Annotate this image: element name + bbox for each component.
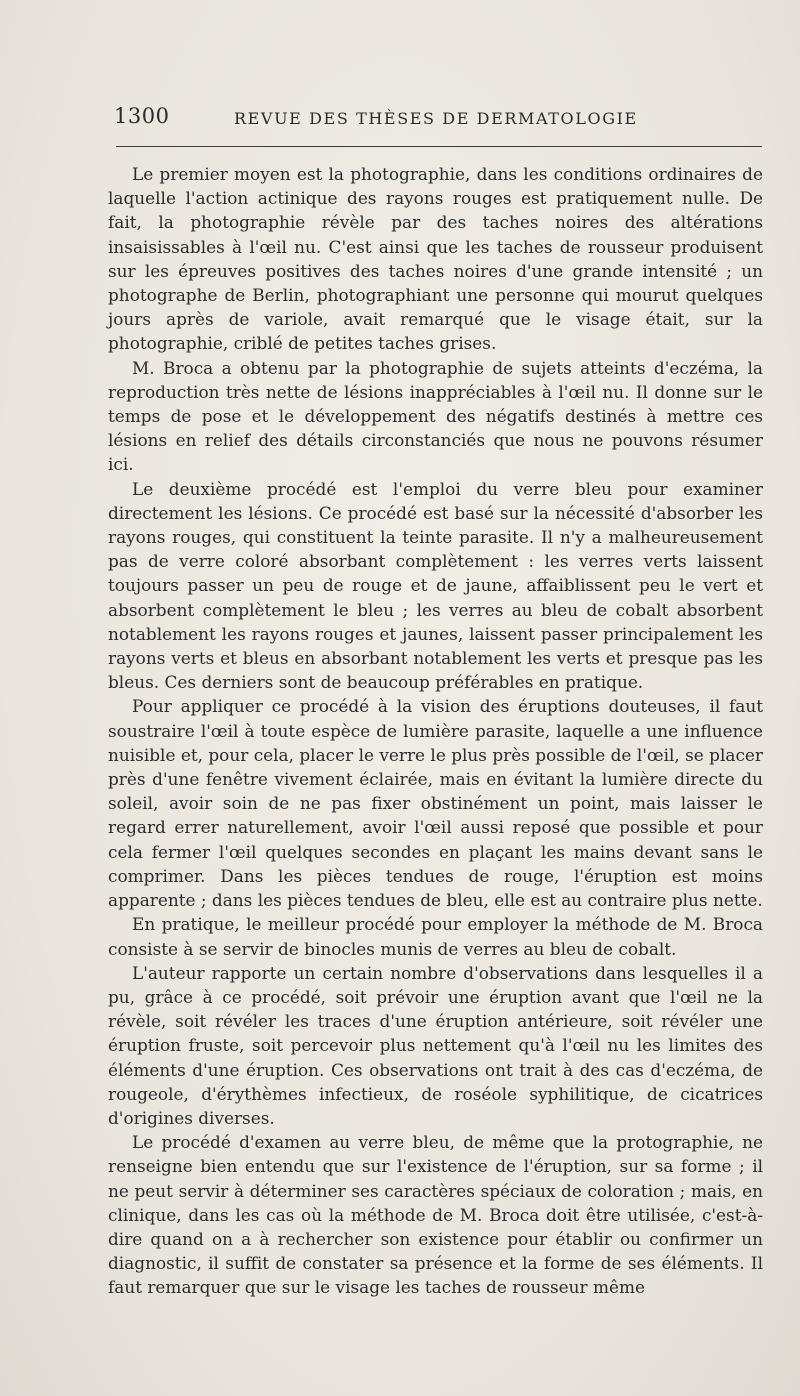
paragraph: Le deuxième procédé est l'emploi du verre bleu pour examiner directement les lésions. Ce procédé est basé sur la nécessité d'absorber les rayons rouges, qui constituent la teinte parasite. Il n'y a malheureusement pas de verre coloré absorbant complètement : les verres verts laissent toujours passer un peu de rouge et de jaune, affaiblissent peu le vert et absorbent complètement le bleu ; les verres au bleu de cobalt absorbent notablement les rayons rouges et jaunes, laissent passer principalement les rayons verts et bleus en absorbant notablement les verts et presque pas les bleus. Ces derniers sont de beaucoup préférables en pratique. <box>108 478 763 693</box>
paragraph: M. Broca a obtenu par la photographie de sujets atteints d'eczéma, la reproduction très nette de lésions inappréciables à l'œil nu. Il donne sur le temps de pose et le développement des négatifs destinés à mettre ces lésions en relief des détails circonstanciés que nous ne pouvons résumer ici. <box>108 357 763 475</box>
paragraph: Le premier moyen est la photographie, dans les conditions ordinaires de laquelle l'action actinique des rayons rouges est pratiquement nulle. De fait, la photographie révèle par des taches noires des altérations insaisissables à l'œil nu. C'est ainsi que les taches de rousseur produisent sur les épreuves positives des taches noires d'une grande intensité ; un photographe de Berlin, photographiant une personne qui mourut quelques jours après de variole, avait remarqué que le visage était, sur la photographie, criblé de petites taches grises. <box>108 164 763 354</box>
page-header <box>114 104 764 134</box>
paragraph: Pour appliquer ce procédé à la vision des éruptions douteuses, il faut soustraire l'œil à toute espèce de lumière parasite, laquelle a une influence nuisible et, pour cela, placer le verre le plus près possible de l'œil, se placer près d'une fenêtre vivement éclairée, mais en évitant la lumière directe du soleil, avoir soin de ne pas fixer obstinément un point, mais laisser le regard errer naturellement, avoir l'œil aussi reposé que possible et pour cela fermer l'œil quelques secondes en plaçant les mains devant sans le comprimer. Dans les pièces tendues de rouge, l'éruption est moins apparente ; dans les pièces tendues de bleu, elle est au contraire plus nette. <box>108 696 763 911</box>
header-rule <box>116 146 762 147</box>
running-title: REVUE DES THÈSES DE DERMATOLOGIE <box>234 109 638 128</box>
paragraph: Le procédé d'examen au verre bleu, de même que la protographie, ne renseigne bien entendu que sur l'existence de l'éruption, sur sa forme ; il ne peut servir à déterminer ses caractères spéciaux de coloration ; mais, en clinique, dans les cas où la méthode de M. Broca doit être utilisée, c'est-à-dire quand on a à rechercher son existence pour établir ou confirmer un diagnostic, il suffit de constater sa présence et la forme de ses éléments. Il faut remarquer que sur le visage les taches de rousseur même <box>108 1132 763 1298</box>
page-number: 1300 <box>114 104 170 128</box>
paragraph: L'auteur rapporte un certain nombre d'observations dans lesquelles il a pu, grâce à ce procédé, soit prévoir une éruption avant que l'œil ne la révèle, soit révéler les traces d'une éruption antérieure, soit révéler une éruption fruste, soit percevoir plus nettement qu'à l'œil nu les limites des éléments d'une éruption. Ces observations ont trait à des cas d'eczéma, de rougeole, d'érythèmes infectieux, de roséole syphilitique, de cicatrices d'origines diverses. <box>108 962 763 1128</box>
body-text <box>108 162 763 1300</box>
paragraph: En pratique, le meilleur procédé pour employer la méthode de M. Broca consiste à se servir de binocles munis de verres au bleu de cobalt. <box>108 914 763 959</box>
